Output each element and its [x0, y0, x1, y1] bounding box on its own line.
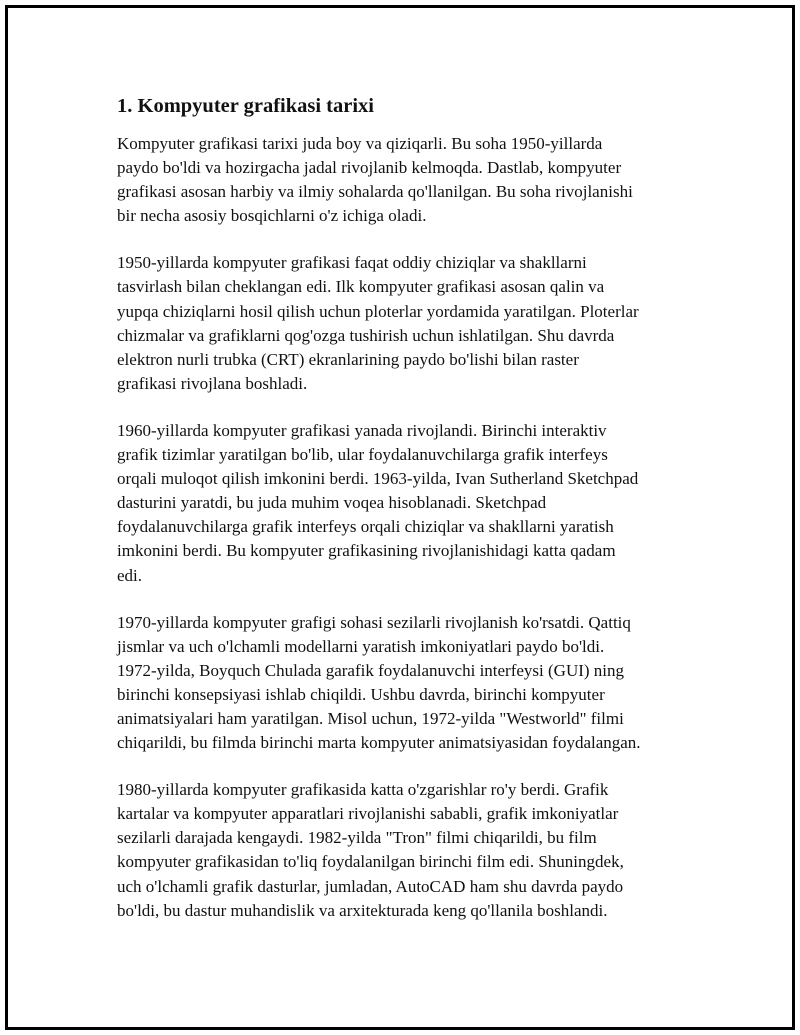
paragraph-1970s: 1970-yillarda kompyuter grafigi sohasi sezilarli rivojlanish ko'rsatdi. Qattiq jismlar va uch o'lchamli modellarni yaratish imkoniyatlari paydo bo'ldi. 1972-yilda, Boyquch Chulada garafik foydalanuvchi interfeysi (GUI) ning birinchi konsepsiyasi ishlab chiqildi. Ushbu davrda, birinchi kompyuter animatsiyalari ham yaratilgan. Misol uchun, 1972-yilda "Westworld" filmi chiqarildi, bu filmda birinchi marta kompyuter animatsiyasidan foydalangan.: [117, 612, 641, 753]
section-heading: 1. Kompyuter grafikasi tarixi: [117, 95, 374, 117]
paragraph-1980s: 1980-yillarda kompyuter grafikasida katta o'zgarishlar ro'y berdi. Grafik kartalar va kompyuter apparatlari rivojlanishi sababli, grafik imkoniyatlar sezilarli darajada kengaydi. 1982-yilda "Tron" filmi chiqarildi, bu film kompyuter grafikasidan to'liq foydalanilgan birinchi film edi. Shuningdek, uch o'lchamli grafik dasturlar, jumladan, AutoCAD ham shu davrda paydo bo'ldi, bu dastur muhandislik va arxitekturada keng qo'llanila boshlandi.: [117, 780, 624, 920]
paragraph-1950s: 1950-yillarda kompyuter grafikasi faqat oddiy chiziqlar va shakllarni tasvirlash bilan cheklangan edi. Ilk kompyuter grafikasi asosan qalin va yupqa chiziqlarni hosil qilish uchun ploterlar yordamida yaratilgan. Ploterlar chizmalar va grafiklarni qog'ozga tushirish uchun ishlatilgan. Shu davrda elektron nurli trubka (CRT) ekranlarining paydo bo'lishi bilan raster grafikasi rivojlana boshladi.: [117, 253, 639, 393]
paragraph-1960s: 1960-yillarda kompyuter grafikasi yanada rivojlandi. Birinchi interaktiv grafik tizimlar yaratilgan bo'lib, ular foydalanuvchilarga grafik interfeys orqali muloqot qilish imkonini berdi. 1963-yilda, Ivan Sutherland Sketchpad dasturini yaratdi, bu juda muhim voqea hisoblanadi. Sketchpad foydalanuvchilarga grafik interfeys orqali chiziqlar va shakllarni yaratish imkonini berdi. Bu kompyuter grafikasining rivojlanishidagi katta qadam edi.: [117, 420, 639, 585]
document-body: [117, 92, 697, 946]
paragraph-intro: Kompyuter grafikasi tarixi juda boy va qiziqarli. Bu soha 1950-yillarda paydo bo'ldi va hozirgacha jadal rivojlanib kelmoqda. Dastlab, kompyuter grafikasi asosan harbiy va ilmiy sohalarda qo'llanilgan. Bu soha rivojlanishi bir necha asosiy bosqichlarni o'z ichiga oladi.: [117, 134, 633, 226]
